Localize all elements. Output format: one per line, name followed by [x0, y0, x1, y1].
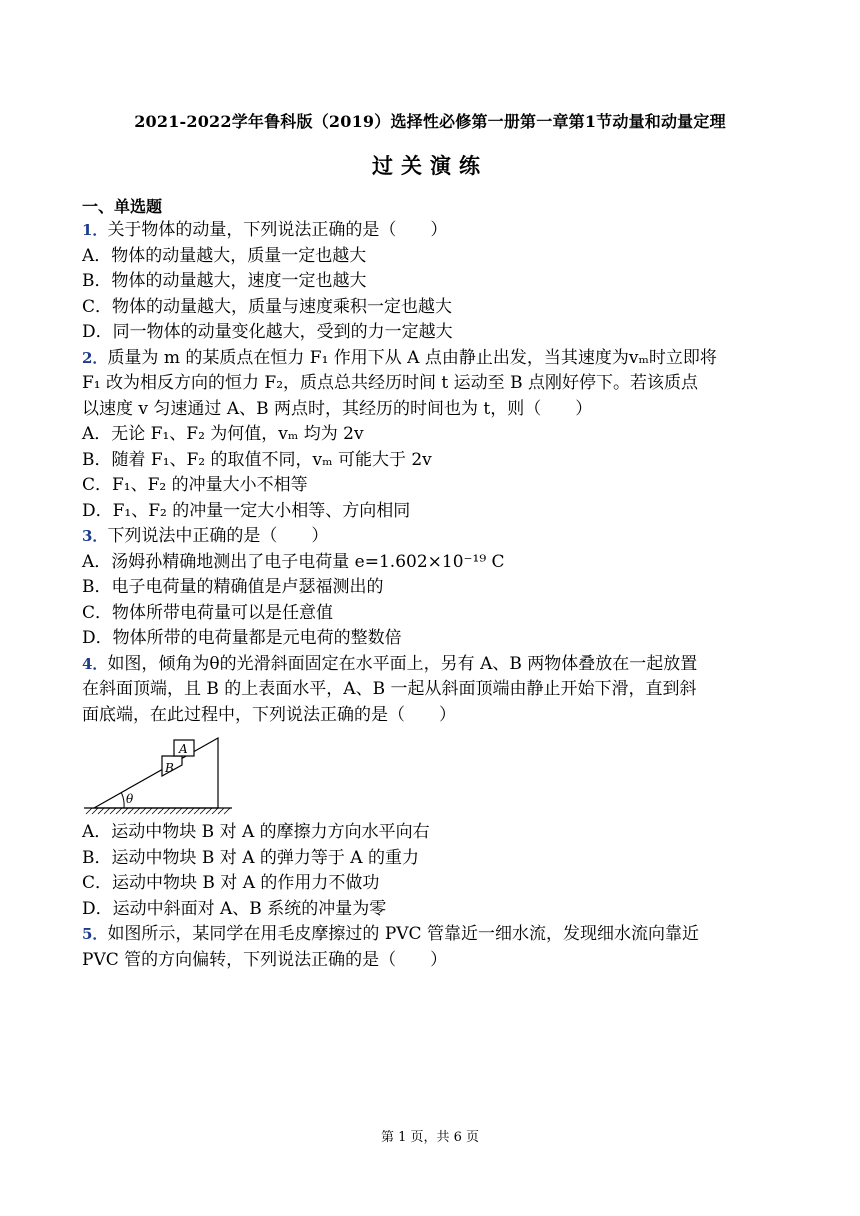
option-c: C．物体的动量越大，质量与速度乘积一定也越大: [82, 296, 453, 317]
block-a-label: A: [179, 742, 188, 756]
question-4: [82, 652, 806, 923]
option-b: B．运动中物块 B 对 A 的弹力等于 A 的重力: [82, 847, 419, 868]
angle-arc: [122, 793, 125, 808]
option-b: B．电子电荷量的精确值是卢瑟福测出的: [82, 577, 384, 597]
option-b: B．物体的动量越大，速度一定也越大: [82, 271, 367, 291]
question-stem-line: 在斜面顶端，且 B 的上表面水平，A、B 一起从斜面顶端由静止开始下滑，直到斜: [82, 679, 697, 699]
question-stem-line: PVC 管的方向偏转，下列说法正确的是（ ）: [82, 949, 448, 970]
incline-diagram: [82, 730, 242, 818]
question-stem-line: [82, 524, 806, 550]
incline-triangle: [94, 738, 218, 808]
incline-figure: [82, 730, 806, 818]
option-d: D．F₁、F₂ 的冲量一定大小相等、方向相同: [82, 500, 411, 521]
option-c: C．F₁、F₂ 的冲量大小不相等: [82, 475, 308, 495]
option-c: C．物体所带电荷量可以是任意值: [82, 602, 334, 623]
document-title: 2021-2022学年鲁科版（2019）选择性必修第一册第一章第1节动量和动量定理: [134, 112, 726, 131]
question-stem-line: F₁ 改为相反方向的恒力 F₂，质点总共经历时间 t 运动至 B 点刚好停下。若该质点: [82, 373, 698, 393]
question-number: 4．: [82, 654, 108, 673]
question-stem-line: [82, 652, 806, 678]
block-b-label: B: [165, 761, 174, 775]
option-c: C．运动中物块 B 对 A 的作用力不做功: [82, 873, 380, 893]
option-a: A．物体的动量越大，质量一定也越大: [82, 245, 367, 266]
stem-text: 质量为 m 的某质点在恒力 F₁ 作用下从 A 点由静止出发，当其速度为vₘ时立即将: [107, 347, 717, 368]
stem-text: 下列说法中正确的是（ ）: [107, 526, 329, 546]
section-heading: 一、单选题: [82, 197, 163, 216]
question-1: [82, 218, 806, 346]
question-stem-line: 以速度 v 匀速通过 A、B 两点时，其经历的时间也为 t，则（ ）: [82, 398, 593, 419]
option-a: A．无论 F₁、F₂ 为何值，vₘ 均为 2v: [82, 424, 364, 444]
theta-label: θ: [126, 792, 134, 806]
ground-hatching: [86, 808, 230, 814]
question-stem-line: [82, 218, 806, 244]
question-number: 1．: [82, 221, 108, 239]
question-stem-line: [82, 346, 806, 372]
option-d: D．同一物体的动量变化越大，受到的力一定越大: [82, 322, 453, 342]
question-stem-line: [82, 922, 806, 948]
option-a: A．汤姆孙精确地测出了电子电荷量 e=1.602×10⁻¹⁹ C: [82, 551, 505, 572]
option-d: D．物体所带的电荷量都是元电荷的整数倍: [82, 628, 402, 648]
page-footer: 第 1 页，共 6 页: [380, 1130, 480, 1145]
question-list: [82, 196, 806, 973]
option-a: A．运动中物块 B 对 A 的摩擦力方向水平向右: [82, 822, 430, 842]
question-stem-line: 面底端，在此过程中，下列说法正确的是（ ）: [82, 704, 456, 725]
question-2: [82, 346, 806, 525]
option-d: D．运动中斜面对 A、B 系统的冲量为零: [82, 898, 387, 919]
stem-text: 关于物体的动量，下列说法正确的是（ ）: [107, 220, 448, 240]
stem-text: 如图所示，某同学在用毛皮摩擦过的 PVC 管靠近一细水流，发现细水流向靠近: [107, 924, 699, 944]
question-number: 5．: [82, 925, 108, 943]
option-b: B．随着 F₁、F₂ 的取值不同，vₘ 可能大于 2v: [82, 449, 432, 470]
question-number: 2．: [82, 348, 108, 367]
stem-text: 如图，倾角为θ的光滑斜面固定在水平面上，另有 A、B 两物体叠放在一起放置: [107, 653, 698, 674]
document-subtitle: 过关演练: [372, 153, 488, 178]
question-3: [82, 524, 806, 652]
question-number: 3．: [82, 527, 108, 545]
question-5: [82, 922, 806, 973]
